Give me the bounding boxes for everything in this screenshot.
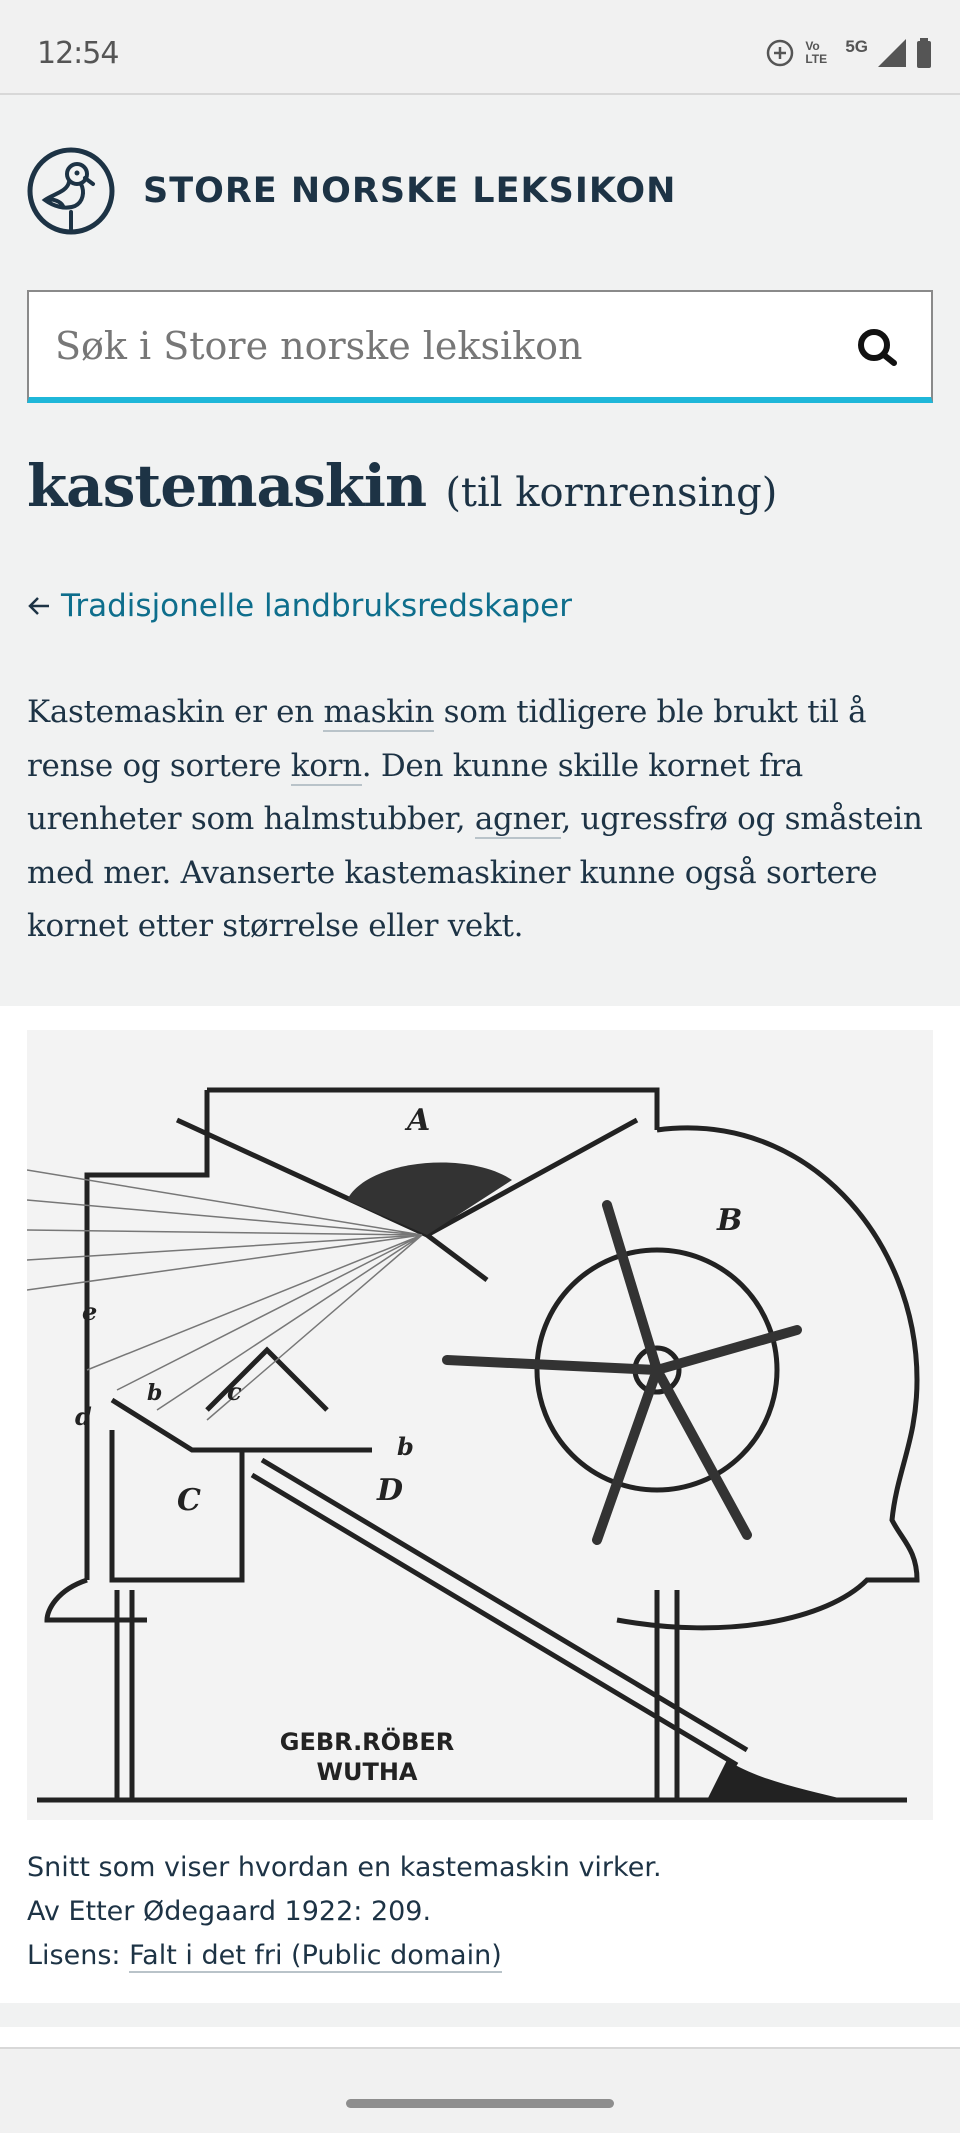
status-time: 12:54 (37, 36, 119, 71)
intro-text: . Den kunne skille kornet fra urenheter som halmstubber, (27, 747, 803, 837)
breadcrumb-link[interactable] (27, 588, 572, 624)
kastemaskin-illustration[interactable] (27, 1030, 933, 1820)
navigation-bar (0, 2047, 960, 2133)
caption-credit: Av Etter Ødegaard 1922: 209. (27, 1896, 432, 1927)
intro-text: , ugressfrø og småstein med mer. Avanserte kastemaskiner kunne også sortere kornet etter størrelse eller vekt. (27, 801, 923, 944)
article-title: kastemaskin (27, 452, 427, 520)
link-maskin[interactable]: maskin (323, 694, 435, 730)
site-title: STORE NORSKE LEKSIKON (143, 171, 677, 211)
article-intro (27, 686, 937, 954)
status-bar (0, 0, 960, 95)
caption-license (27, 1934, 662, 1978)
label-a: A (407, 1103, 431, 1138)
intro-text: Kastemaskin er en (27, 694, 324, 730)
license-link[interactable]: Falt i det fri (Public domain) (129, 1940, 502, 1971)
link-agner[interactable]: agner (474, 801, 562, 837)
site-logo[interactable] (27, 146, 676, 236)
data-saver-icon (765, 38, 795, 68)
next-section (0, 2027, 960, 2047)
maker-text: GEBR.RÖBER (279, 1728, 455, 1756)
network-type: 5G (845, 37, 868, 56)
home-gesture-handle[interactable] (346, 2099, 614, 2108)
label-e: e (82, 1297, 98, 1326)
breadcrumb-label: Tradisjonelle landbruksredskaper (61, 588, 572, 624)
label-c: c (227, 1377, 242, 1406)
page-title (27, 452, 777, 520)
volte-icon: Vo LTE (805, 39, 828, 66)
search-icon[interactable] (849, 317, 909, 377)
signal-icon (878, 39, 906, 67)
section-gap (0, 2003, 960, 2027)
caption-text: Snitt som viser hvordan en kastemaskin virker. (27, 1852, 662, 1883)
arrow-left-icon (27, 594, 51, 618)
battery-icon (916, 38, 932, 68)
article-subtitle: (til kornrensing) (445, 470, 778, 516)
figure (0, 1006, 960, 2003)
license-label: Lisens: (27, 1940, 130, 1971)
figure-caption (27, 1846, 662, 1978)
duck-logo-icon (27, 146, 115, 236)
label-b-right: b (397, 1432, 414, 1461)
intro-text: som tidligere ble brukt til å rense og sortere (27, 694, 867, 784)
link-korn[interactable]: korn (290, 747, 362, 784)
label-d: d (75, 1402, 92, 1431)
label-b-upper: B (717, 1203, 743, 1238)
label-b: b (147, 1380, 163, 1406)
place-text: WUTHA (316, 1758, 418, 1786)
label-d-upper: D (377, 1473, 404, 1508)
label-c-upper: C (177, 1483, 201, 1518)
search-input[interactable] (55, 318, 815, 374)
search-box (27, 290, 933, 403)
